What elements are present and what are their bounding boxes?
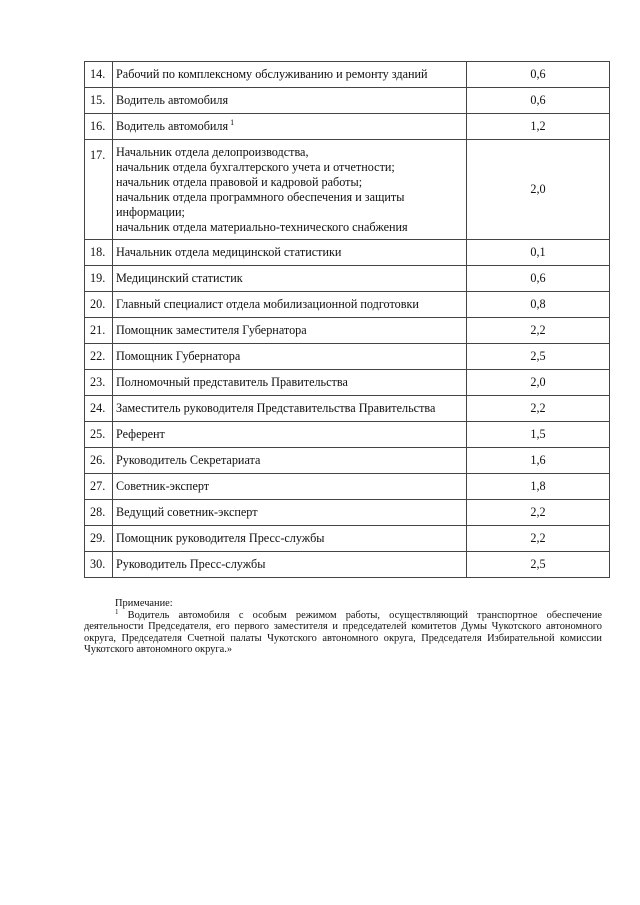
- table-row: [85, 552, 610, 578]
- position-name: Заместитель руководителя Представительства Правительства: [113, 396, 467, 422]
- table-row: [85, 114, 610, 140]
- position-name-cell: [113, 114, 467, 140]
- row-number: 15.: [85, 88, 113, 114]
- note-marker: 1: [115, 607, 119, 616]
- table-row: [85, 526, 610, 552]
- position-name: Руководитель Секретариата: [113, 448, 467, 474]
- coefficient-value: 2,5: [467, 344, 610, 370]
- position-name: Рабочий по комплексному обслуживанию и ремонту зданий: [113, 62, 467, 88]
- coefficient-value: 0,8: [467, 292, 610, 318]
- coefficient-value: 0,6: [467, 62, 610, 88]
- table-row: [85, 266, 610, 292]
- table-row: [85, 292, 610, 318]
- footnote-section: [84, 598, 602, 656]
- table-row: [85, 318, 610, 344]
- table-row: [85, 62, 610, 88]
- position-name: Референт: [113, 422, 467, 448]
- row-number: 28.: [85, 500, 113, 526]
- note-title: Примечание:: [115, 598, 173, 609]
- row-number: 27.: [85, 474, 113, 500]
- row-number: 22.: [85, 344, 113, 370]
- table-row: [85, 344, 610, 370]
- coefficient-value: 1,5: [467, 422, 610, 448]
- table-row: [85, 240, 610, 266]
- position-name: Водитель автомобиля: [116, 119, 229, 133]
- coefficient-value: 1,6: [467, 448, 610, 474]
- position-name: Полномочный представитель Правительства: [113, 370, 467, 396]
- coefficient-value: 2,2: [467, 318, 610, 344]
- table-row: [85, 422, 610, 448]
- coefficient-value: 2,5: [467, 552, 610, 578]
- coefficient-value: 2,2: [467, 396, 610, 422]
- table-row: [85, 474, 610, 500]
- coefficient-value: 1,2: [467, 114, 610, 140]
- row-number: 24.: [85, 396, 113, 422]
- position-name: Водитель автомобиля: [113, 88, 467, 114]
- position-name: Медицинский статистик: [113, 266, 467, 292]
- position-name-line: начальник отдела бухгалтерского учета и отчетности;: [116, 159, 395, 174]
- position-name-list: [113, 140, 467, 240]
- row-number: 20.: [85, 292, 113, 318]
- row-number: 26.: [85, 448, 113, 474]
- note-text: Водитель автомобиля с особым режимом работы, осуществляющий транспортное обеспечение деятельности Председателя, его первого заместителя и председателей комитетов Думы Чукотского автономного округа, Председателя Счетной палаты Чукотского автономного округа, Председателя Избирательной комиссии Чукотского автономного округа.»: [84, 609, 602, 656]
- row-number: 30.: [85, 552, 113, 578]
- position-name: Помощник Губернатора: [113, 344, 467, 370]
- row-number: 21.: [85, 318, 113, 344]
- table-row: [85, 500, 610, 526]
- row-number: 17.: [85, 140, 113, 240]
- table-row: [85, 88, 610, 114]
- position-name: Помощник руководителя Пресс-службы: [113, 526, 467, 552]
- position-name: Руководитель Пресс-службы: [113, 552, 467, 578]
- table-row: [85, 140, 610, 240]
- row-number: 19.: [85, 266, 113, 292]
- row-number: 23.: [85, 370, 113, 396]
- row-number: 18.: [85, 240, 113, 266]
- position-name-line: начальник отдела материально-технического снабжения: [116, 219, 408, 234]
- position-name-line: начальник отдела правовой и кадровой работы;: [116, 174, 363, 189]
- position-name: Помощник заместителя Губернатора: [113, 318, 467, 344]
- row-number: 16.: [85, 114, 113, 140]
- row-number: 25.: [85, 422, 113, 448]
- coefficient-value: 2,2: [467, 500, 610, 526]
- coefficient-value: 1,8: [467, 474, 610, 500]
- coefficient-value: 2,2: [467, 526, 610, 552]
- row-number: 14.: [85, 62, 113, 88]
- note-body: [84, 607, 602, 656]
- footnote-marker: 1: [230, 118, 235, 127]
- position-name-line: начальник отдела программного обеспечения и защиты информации;: [116, 189, 405, 219]
- position-name: Начальник отдела медицинской статистики: [113, 240, 467, 266]
- position-name: Советник-эксперт: [113, 474, 467, 500]
- position-name: Ведущий советник-эксперт: [113, 500, 467, 526]
- coefficient-value: 0,1: [467, 240, 610, 266]
- coefficient-value: 0,6: [467, 266, 610, 292]
- positions-table: [84, 61, 610, 578]
- position-name: Главный специалист отдела мобилизационной подготовки: [113, 292, 467, 318]
- table-row: [85, 396, 610, 422]
- coefficient-value: 2,0: [467, 140, 610, 240]
- position-name-line: Начальник отдела делопроизводства,: [116, 144, 309, 159]
- table-row: [85, 370, 610, 396]
- table-row: [85, 448, 610, 474]
- row-number: 29.: [85, 526, 113, 552]
- coefficient-value: 2,0: [467, 370, 610, 396]
- coefficient-value: 0,6: [467, 88, 610, 114]
